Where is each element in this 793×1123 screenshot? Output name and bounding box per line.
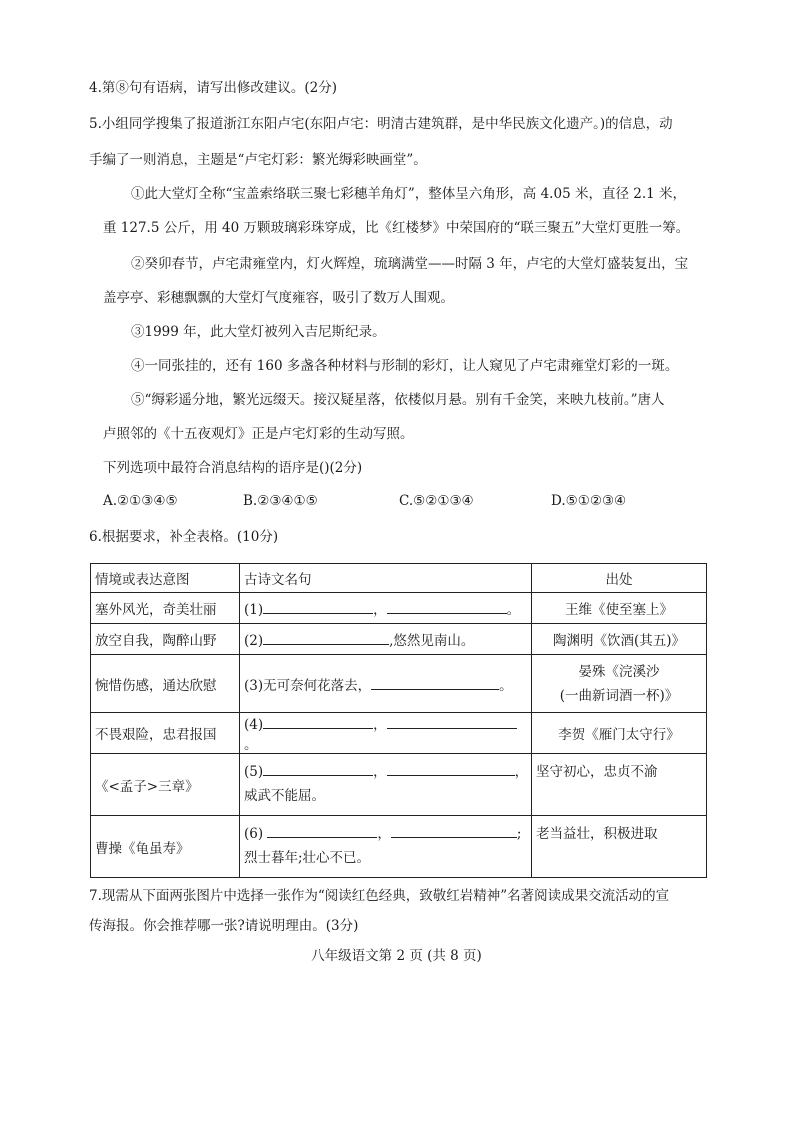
source-cell: 陶渊明《饮酒(其五)》 (532, 624, 707, 655)
sentence-2-line-2: 盖亭亭、彩穗飘飘的大堂灯气度雍容，吸引了数万人围观。 (103, 290, 454, 306)
question-4: 4.第⑧句有语病，请写出修改建议。(2分) (89, 80, 338, 96)
poem-cell: (3)无可奈何花落去， 。 (240, 655, 532, 713)
poem-cell: (1) ， 。 (240, 593, 532, 624)
poem-cell: (5) ， ， 威武不能屈。 (240, 754, 532, 816)
sentence-5-line-1: ⑤“缛彩遥分地，繁光远缀天。接汉疑星落，依楼似月悬。别有千金笑，来映九枝前。”唐人 (131, 392, 665, 408)
intent-cell: 惋惜伤感，通达欣慰 (91, 655, 240, 713)
header-poem: 古诗文名句 (240, 564, 532, 593)
blank-input[interactable] (391, 823, 517, 838)
blank-input[interactable] (263, 599, 373, 614)
blank-input[interactable] (263, 714, 373, 729)
option-d[interactable]: D.⑤①②③④ (551, 493, 627, 509)
blank-input[interactable] (263, 630, 389, 645)
option-a[interactable]: A.②①③④⑤ (103, 493, 178, 509)
source-cell: 晏殊《浣溪沙 (一曲新词酒一杯)》 (532, 655, 707, 713)
poem-cell: (2) ,悠然见南山。 (240, 624, 532, 655)
table-row (91, 713, 707, 754)
intent-cell: 《<孟子>三章》 (91, 754, 240, 816)
intent-cell: 放空自我，陶醉山野 (91, 624, 240, 655)
option-c[interactable]: C.⑤②①③④ (399, 493, 474, 509)
intent-cell: 不畏艰险，忠君报国 (91, 713, 240, 754)
table-row (91, 593, 707, 624)
sentence-5-line-2: 卢照邻的《十五夜观灯》正是卢宅灯彩的生动写照。 (103, 426, 414, 442)
question-5-prompt: 下列选项中最符合消息结构的语序是()(2分) (103, 460, 363, 476)
sentence-1-line-2: 重 127.5 公斤，用 40 万颗玻璃彩珠穿成，比《红楼梦》中荣国府的“联三聚五”大堂灯更胜一筹。 (103, 220, 690, 236)
source-cell: 老当益壮，积极进取 (532, 816, 707, 878)
sentence-3: ③1999 年，此大堂灯被列入吉尼斯纪录。 (131, 324, 386, 340)
header-intent: 情境或表达意图 (91, 564, 240, 593)
table-row (91, 624, 707, 655)
question-5-line-2: 手编了一则消息，主题是“卢宅灯彩：繁光缛彩映画堂”。 (89, 152, 427, 168)
sentence-1-line-1: ①此大堂灯全称“宝盖索络联三聚七彩穗羊角灯”，整体呈六角形，高 4.05 米，直径 2.1 米， (131, 186, 686, 202)
source-cell: 坚守初心，忠贞不渝 (532, 754, 707, 816)
intent-cell: 曹操《龟虽寿》 (91, 816, 240, 878)
blank-input[interactable] (387, 599, 507, 614)
question-7-line-1: 7.现需从下面两张图片中选择一张作为“阅读红色经典，致敬红岩精神”名著阅读成果交流活动的宣 (89, 888, 670, 904)
intent-cell: 塞外风光，奇美壮丽 (91, 593, 240, 624)
table-row (91, 816, 707, 878)
table-row (91, 655, 707, 713)
sentence-4: ④一同张挂的，还有 160 多盏各种材料与形制的彩灯，让人窥见了卢宅肃雍堂灯彩的一斑。 (131, 358, 679, 374)
source-cell: 王维《使至塞上》 (532, 593, 707, 624)
page-footer: 八年级语文第 2 页 (共 8 页) (311, 948, 482, 964)
question-6-title: 6.根据要求，补全表格。(10分) (89, 529, 279, 545)
answer-options (103, 493, 663, 513)
header-source: 出处 (532, 564, 707, 593)
poem-cell: (4) ，。 (240, 713, 532, 754)
source-cell: 李贺《雁门太守行》 (532, 713, 707, 754)
poetry-table (90, 563, 707, 878)
sentence-2-line-1: ②癸卯春节，卢宅肃雍堂内，灯火辉煌，琉璃满堂——时隔 3 年，卢宅的大堂灯盛装复出，宝 (131, 256, 689, 272)
blank-input[interactable] (387, 714, 517, 729)
blank-input[interactable] (267, 823, 377, 838)
option-b[interactable]: B.②③④①⑤ (243, 493, 318, 509)
question-7-line-2: 传海报。你会推荐哪一张?请说明理由。(3分) (89, 918, 359, 934)
blank-input[interactable] (371, 675, 499, 690)
table-row (91, 754, 707, 816)
poem-cell: (6) ， ; 烈士暮年;壮心不已。 (240, 816, 532, 878)
blank-input[interactable] (263, 761, 373, 776)
blank-input[interactable] (387, 761, 515, 776)
question-5-line-1: 5.小组同学搜集了报道浙江东阳卢宅(东阳卢宅：明清古建筑群，是中华民族文化遗产。)的信息，动 (89, 116, 673, 132)
